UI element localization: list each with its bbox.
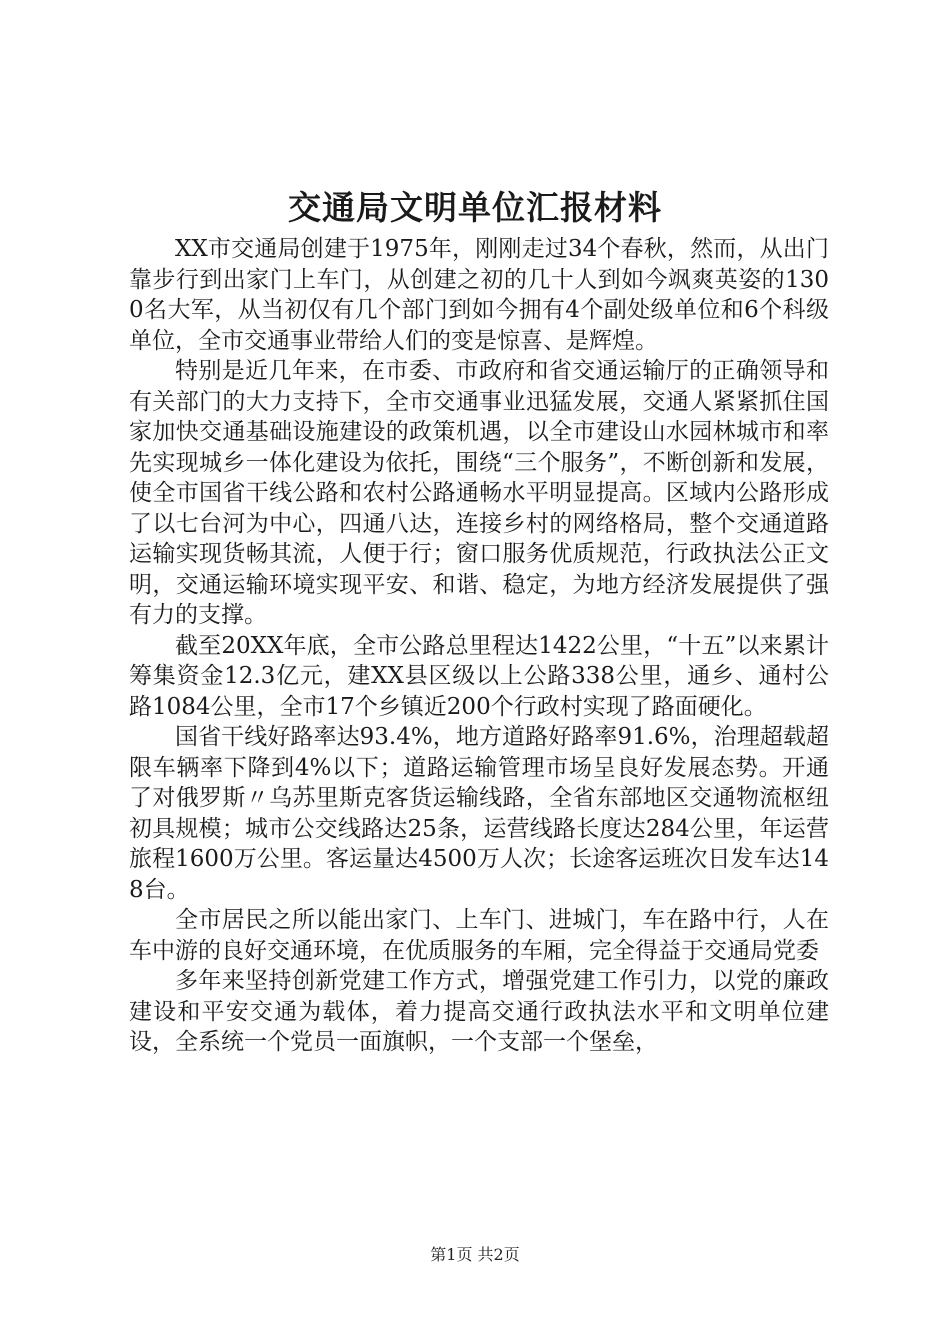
page-footer [0, 1244, 950, 1266]
paragraph: 截至20XX年底，全市公路总里程达1422公里，“十五”以来累计筹集资金12.3亿元，建XX县区级以上公路338公里，通乡、通村公路1084公里，全市17个乡镇近200个行政村实现了路面硬化。 [129, 632, 829, 720]
paragraph: 国省干线好路率达93.4%，地方道路好路率91.6%，治理超载超限车辆率下降到4%以下；道路运输管理市场呈良好发展态势。开通了对俄罗斯〃乌苏里斯克客货运输线路，全省东部地区交通物流枢纽初具规模；城市公交线路达25条，运营线路长度达284公里，年运营旅程1600万公里。客运量达4500万人次；长途客运班次日发车达148台。 [129, 724, 829, 903]
paragraph: XX市交通局创建于1975年，刚刚走过34个春秋，然而，从出门靠步行到出家门上车门，从创建之初的几十人到如今飒爽英姿的1300名大军，从当初仅有几个部门到如今拥有4个副处级单位和6个科级单位，全市交通事业带给人们的变是惊喜、是辉煌。 [129, 236, 829, 354]
paragraph: 全市居民之所以能出家门、上车门、进城门，车在路中行，人在车中游的良好交通环境，在优质服务的车厢，完全得益于交通局党委 [129, 907, 829, 964]
paragraph: 特别是近几年来，在市委、市政府和省交通运输厅的正确领导和有关部门的大力支持下，全市交通事业迅猛发展，交通人紧紧抓住国家加快交通基础设施建设的政策机遇，以全市建设山水园林城市和率先实现城乡一体化建设为依托，围绕“三个服务”，不断创新和发展，使全市国省干线公路和农村公路通畅水平明显提高。区域内公路形成了以七台河为中心，四通八达，连接乡村的网络格局，整个交通道路运输实现货畅其流，人便于行；窗口服务优质规范，行政执法公正文明，交通运输环境实现平安、和谐、稳定，为地方经济发展提供了强有力的支撑。 [129, 358, 829, 628]
document-body [129, 234, 829, 1058]
document-title: 交通局文明单位汇报材料 [288, 188, 662, 227]
paragraph: 多年来坚持创新党建工作方式，增强党建工作引力，以党的廉政建设和平安交通为载体，着力提高交通行政执法水平和文明单位建设，全系统一个党员一面旗帜，一个支部一个堡垒， [129, 968, 829, 1055]
page-indicator: 第1页 共2页 [430, 1245, 520, 1264]
